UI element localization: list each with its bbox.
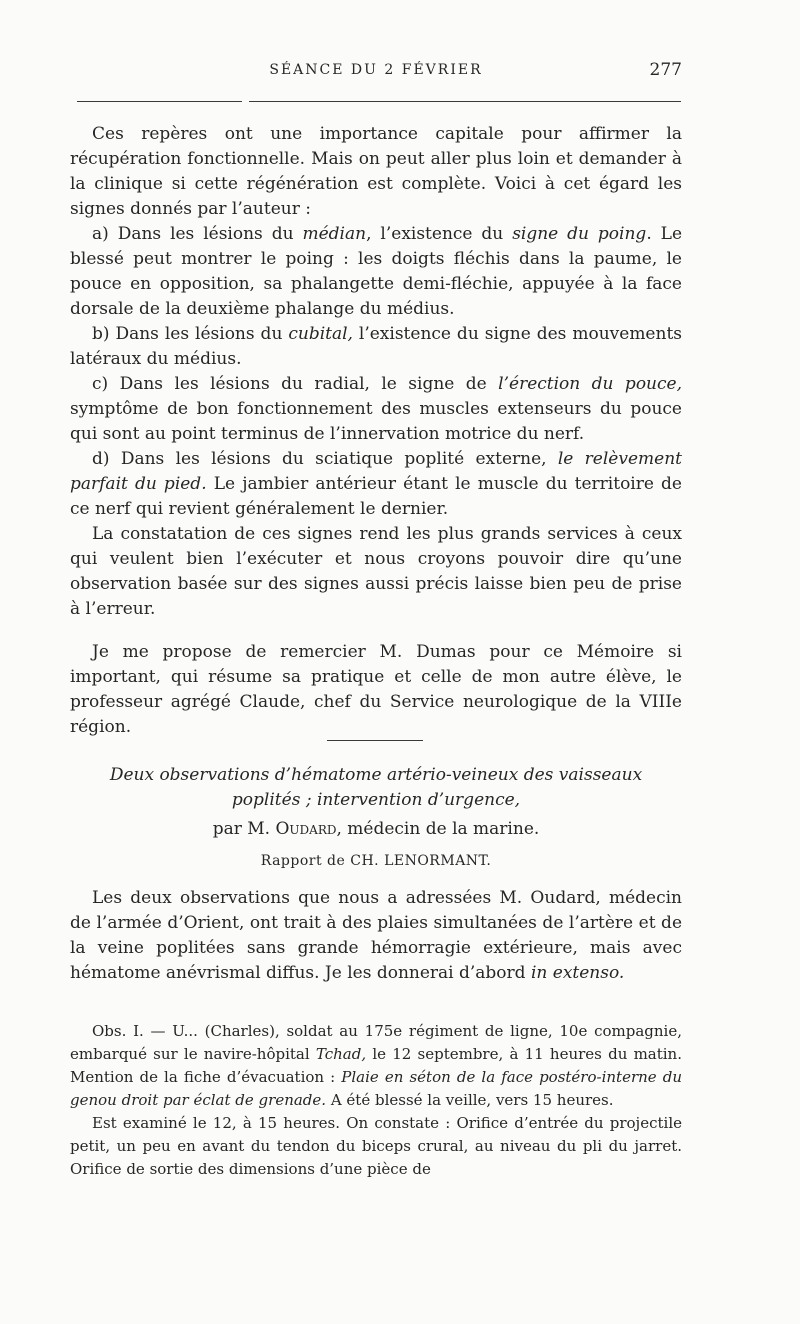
text-run: Obs. I. — U... (Charles), soldat au 175e régiment de ligne, 10e compagnie, embarqué sur le navire-hôpital <box>70 1022 682 1063</box>
paragraph <box>70 640 682 740</box>
page-header <box>70 62 682 86</box>
article-title-line: Deux observations d’hématome artério-veineux des vaisseaux <box>109 765 643 785</box>
italic-run: l’érection du pouce, <box>498 374 682 394</box>
article-author <box>70 817 682 842</box>
text-run: , médecin de la marine. <box>336 819 540 839</box>
paragraph-text: La constatation de ces signes rend les plus grands services à ceux qui veulent bien l’exécuter et nous croyons pouvoir dire qu’une observation basée sur des signes aussi précis laisse bien peu de prise à l’erreur. <box>70 524 682 619</box>
italic-run: Plaie en séton de la face postéro-interne du genou droit par éclat de grenade. <box>70 1068 682 1109</box>
paragraph-sign-d <box>70 447 682 522</box>
article-report-line: Rapport de CH. LENORMANT. <box>260 853 492 869</box>
text-run: Le jambier antérieur étant le muscle du territoire de ce nerf qui revient généralement le dernier. <box>70 474 682 519</box>
paragraph-conclusion <box>70 522 682 622</box>
header-rule-right <box>249 101 681 102</box>
header-rule-left <box>77 101 242 102</box>
italic-run: signe du poing <box>512 224 647 244</box>
text-run: A été blessé la veille, vers 15 heures. <box>326 1091 614 1109</box>
italic-run: in extenso. <box>530 963 625 983</box>
section-thanks <box>70 640 682 740</box>
article-title <box>70 763 682 813</box>
paragraph-text: Est examiné le 12, à 15 heures. On constate : Orifice d’entrée du projectile petit, un peu en avant du tendon du biceps crural, au niveau du pli du jarret. Orifice de sortie des dimensions d’une pièce de <box>70 1114 682 1178</box>
text-run: . Le blessé peut montrer le poing : les doigts fléchis dans la paume, le pouce en opposition, sa phalangette demi-fléchie, appuyée à la face dorsale de la deuxième phalange du médius. <box>70 224 683 319</box>
paragraph <box>70 122 682 222</box>
section-intro <box>70 886 682 986</box>
text-run: b) Dans les lésions du <box>92 324 289 344</box>
paragraph-observation <box>70 1020 682 1112</box>
italic-run: le relèvement parfait du pied. <box>70 449 682 494</box>
paragraph-text: Ces repères ont une importance capitale pour affirmer la récupération fonctionnelle. Mais on peut aller plus loin et demander à la clinique si cette régénération est complète. Voici à cet égard les signes donnés par l’auteur : <box>70 124 682 219</box>
text-run: par M. <box>212 819 276 839</box>
text-run: l’existence du signe des mouvements latéraux du médius. <box>70 324 682 369</box>
paragraph-sign-b <box>70 322 682 372</box>
paragraph-sign-c <box>70 372 682 447</box>
paragraph-sign-a <box>70 222 682 322</box>
page-number: 277 <box>649 60 682 80</box>
text-run: symptôme de bon fonctionnement des muscles extenseurs du pouce qui sont au point terminus de l’innervation motrice du nerf. <box>70 399 682 444</box>
text-run: , l’existence du <box>366 224 513 244</box>
italic-run: médian <box>302 224 367 244</box>
text-run: d) Dans les lésions du sciatique poplité externe, <box>92 449 558 469</box>
text-run: le 12 septembre, à 11 heures du matin. Mention de la fiche d’évacuation : <box>70 1045 682 1086</box>
text-run: c) Dans les lésions du radial, le signe de <box>92 374 499 394</box>
paragraph <box>70 886 682 986</box>
paragraph <box>70 1112 682 1181</box>
italic-run: Tchad, <box>315 1045 367 1063</box>
italic-run: cubital, <box>288 324 353 344</box>
text-run: a) Dans les lésions du <box>92 224 303 244</box>
paragraph-text: Je me propose de remercier M. Dumas pour ce Mémoire si important, qui résume sa pratique et celle de mon autre élève, le professeur agrégé Claude, chef du Service neurologique de la VIIIe région. <box>70 642 682 737</box>
section-signs <box>70 122 682 622</box>
author-name: Oudard <box>275 819 337 839</box>
section-observation <box>70 1020 682 1181</box>
article-title-line: poplités ; intervention d’urgence, <box>231 790 521 810</box>
running-title: SÉANCE DU 2 FÉVRIER <box>269 62 483 78</box>
section-divider <box>327 740 423 741</box>
text-run: Les deux observations que nous a adressées M. Oudard, médecin de l’armée d’Orient, ont trait à des plaies simultanées de l’artère et de la veine poplitées sans grande hémorragie extérieure, mais avec hématome anévrismal diffus. Je les donnerai d’abord <box>70 888 682 983</box>
